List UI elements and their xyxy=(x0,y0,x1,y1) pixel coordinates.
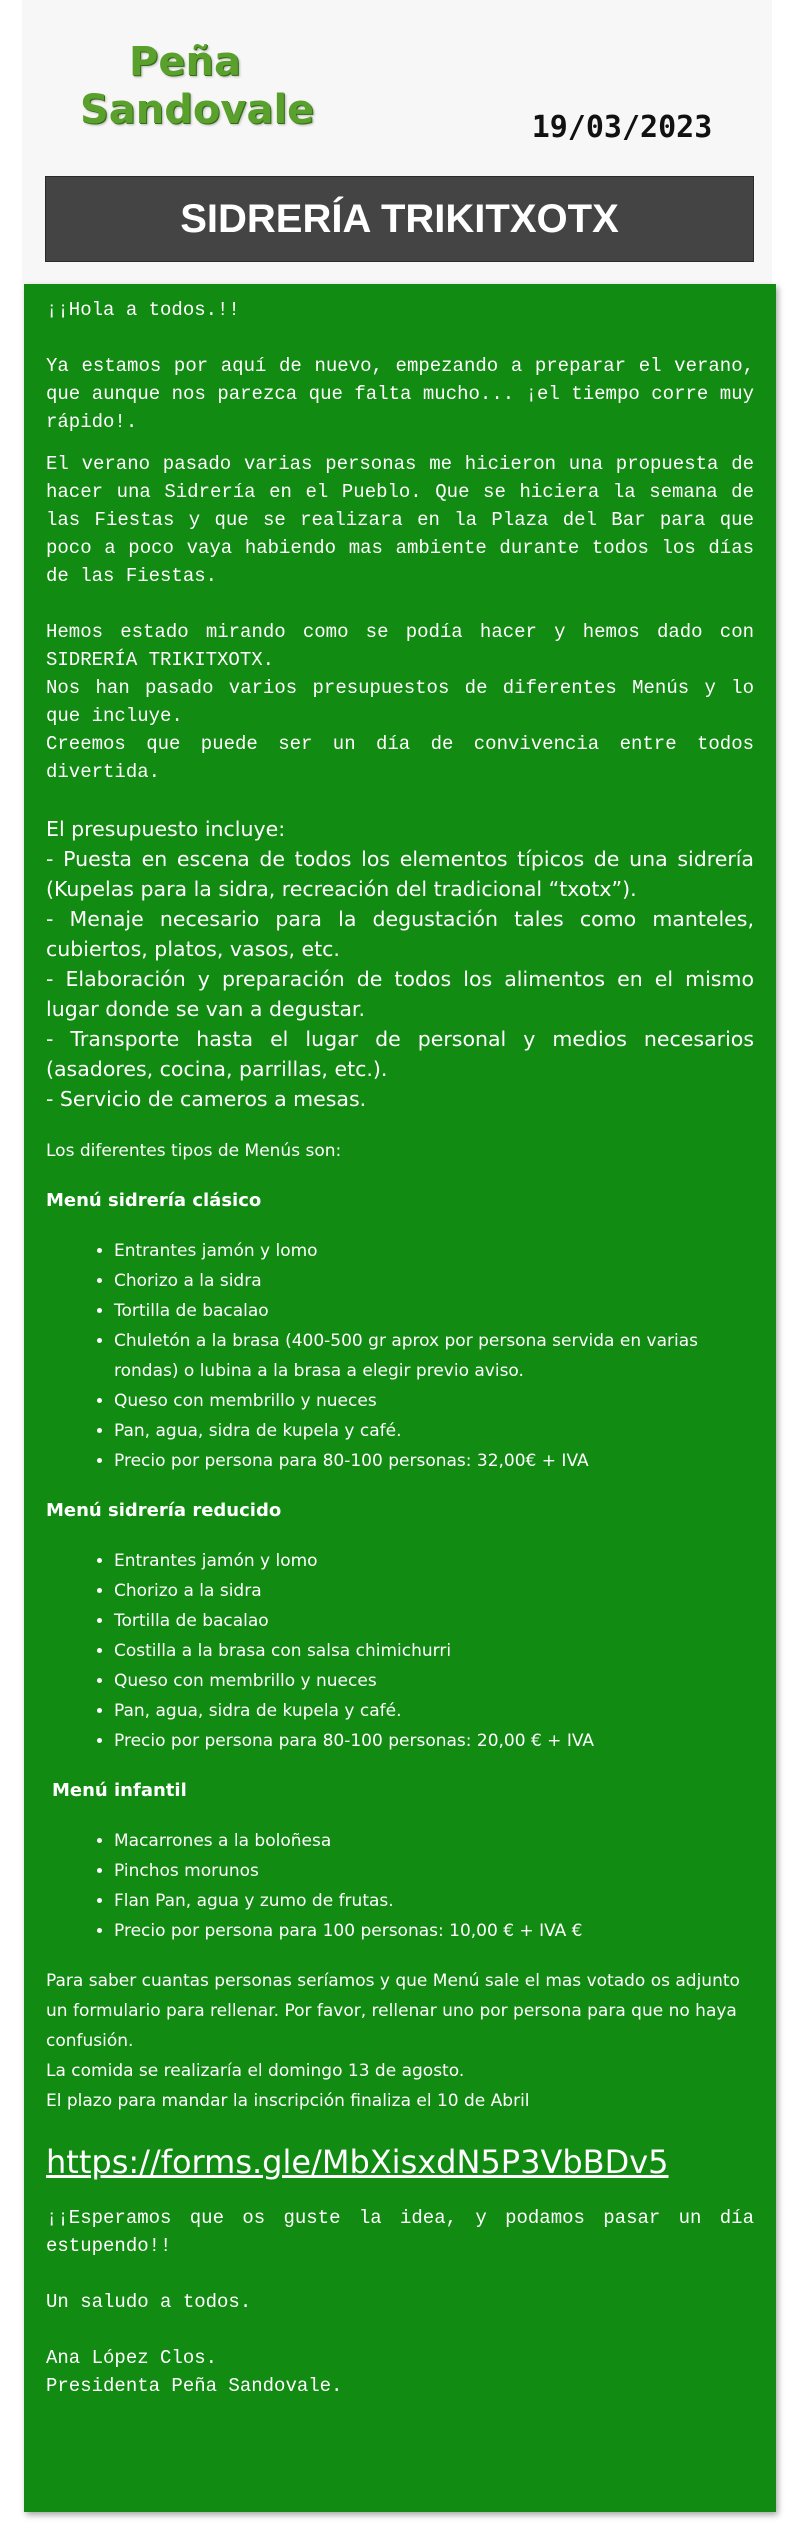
form-link[interactable]: https://forms.gle/MbXisxdN5P3VbBDv5 xyxy=(46,2143,669,2181)
menu-infantil-title: Menú infantil xyxy=(52,1780,187,1801)
convivencia-paragraph: Creemos que puede ser un día de convivencia entre todos divertida. xyxy=(46,733,754,783)
list-item: • Queso con membrillo y nueces xyxy=(114,1386,754,1416)
list-item: • Precio por persona para 80-100 personas: 20,00 € + IVA xyxy=(114,1726,754,1756)
page-title: SIDRERÍA TRIKITXOTX xyxy=(180,196,619,241)
budget-item: - Elaboración y preparación de todos los alimentos en el mismo lugar donde se van a degustar. xyxy=(46,967,754,1021)
budgets-paragraph: Nos han pasado varios presupuestos de diferentes Menús y lo que incluye. xyxy=(46,677,754,727)
list-item: • Precio por persona para 80-100 personas: 32,00€ + IVA xyxy=(114,1446,754,1476)
closing-wish: ¡¡Esperamos que os guste la idea, y podamos pasar un día estupendo!! xyxy=(46,2207,754,2257)
budget-item: - Puesta en escena de todos los elementos típicos de una sidrería (Kupelas para la sidra, recreación del tradicional “txotx”). xyxy=(46,847,754,901)
content-body xyxy=(46,296,754,2400)
list-item: • Precio por persona para 100 personas: 10,00 € + IVA € xyxy=(114,1916,754,1946)
greeting: ¡¡Hola a todos.!! xyxy=(46,299,240,321)
list-item: • Macarrones a la boloñesa xyxy=(114,1826,754,1856)
budget-item: - Transporte hasta el lugar de personal y medios necesarios (asadores, cocina, parrillas, etc.). xyxy=(46,1027,754,1081)
logo-line-1: Peña xyxy=(129,39,241,85)
list-item: • Costilla a la brasa con salsa chimichurri xyxy=(114,1636,754,1666)
menu-reducido-list xyxy=(46,1546,754,1756)
menu-infantil-list xyxy=(46,1826,754,1946)
search-paragraph: Hemos estado mirando como se podía hacer y hemos dado con SIDRERÍA TRIKITXOTX. xyxy=(46,621,754,671)
list-item: • Queso con membrillo y nueces xyxy=(114,1666,754,1696)
newsletter-date: 19/03/2023 xyxy=(531,110,713,145)
signature-role: Presidenta Peña Sandovale. xyxy=(46,2375,343,2397)
title-banner xyxy=(45,176,754,262)
list-item: • Chuletón a la brasa (400-500 gr aprox por persona servida en varias rondas) o lubina a la brasa a elegir previo aviso. xyxy=(114,1326,754,1386)
list-item: • Entrantes jamón y lomo xyxy=(114,1546,754,1576)
budget-title: El presupuesto incluye: xyxy=(46,817,286,841)
budget-item: - Servicio de cameros a mesas. xyxy=(46,1087,367,1111)
menu-reducido-title: Menú sidrería reducido xyxy=(46,1500,282,1521)
intro-paragraph: Ya estamos por aquí de nuevo, empezando a preparar el verano, que aunque nos parezca que falta mucho... ¡el tiempo corre muy rápido!. xyxy=(46,355,754,433)
form-paragraph: Para saber cuantas personas seríamos y que Menú sale el mas votado os adjunto un formulario para rellenar. Por favor, rellenar uno por persona para que no haya confusión. xyxy=(46,1971,740,2051)
list-item: • Tortilla de bacalao xyxy=(114,1296,754,1326)
menus-intro: Los diferentes tipos de Menús son: xyxy=(46,1141,342,1161)
signature-name: Ana López Clos. xyxy=(46,2347,218,2369)
list-item: • Chorizo a la sidra xyxy=(114,1266,754,1296)
budget-list xyxy=(46,844,754,1114)
pena-sandovale-logo xyxy=(80,38,315,134)
event-date-text: La comida se realizaría el domingo 13 de agosto. xyxy=(46,2061,465,2081)
list-item: • Pinchos morunos xyxy=(114,1856,754,1886)
list-item: • Entrantes jamón y lomo xyxy=(114,1236,754,1266)
list-item: • Flan Pan, agua y zumo de frutas. xyxy=(114,1886,754,1916)
proposal-paragraph: El verano pasado varias personas me hicieron una propuesta de hacer una Sidrería en el Pueblo. Que se hiciera la semana de las Fiestas y que se realizara en la Plaza del Bar para que poco a poco vaya habiendo mas ambiente durante todos los días de las Fiestas. xyxy=(46,453,754,587)
list-item: • Chorizo a la sidra xyxy=(114,1576,754,1606)
content-panel xyxy=(24,284,776,2512)
list-item: • Pan, agua, sidra de kupela y café. xyxy=(114,1416,754,1446)
list-item: • Tortilla de bacalao xyxy=(114,1606,754,1636)
menu-clasico-list xyxy=(46,1236,754,1476)
list-item: • Pan, agua, sidra de kupela y café. xyxy=(114,1696,754,1726)
deadline-text: El plazo para mandar la inscripción finaliza el 10 de Abril xyxy=(46,2091,530,2111)
menu-clasico-title: Menú sidrería clásico xyxy=(46,1190,262,1211)
logo-line-2: Sandovale xyxy=(80,87,315,133)
budget-item: - Menaje necesario para la degustación tales como manteles, cubiertos, platos, vasos, etc. xyxy=(46,907,754,961)
closing-greeting: Un saludo a todos. xyxy=(46,2291,252,2313)
